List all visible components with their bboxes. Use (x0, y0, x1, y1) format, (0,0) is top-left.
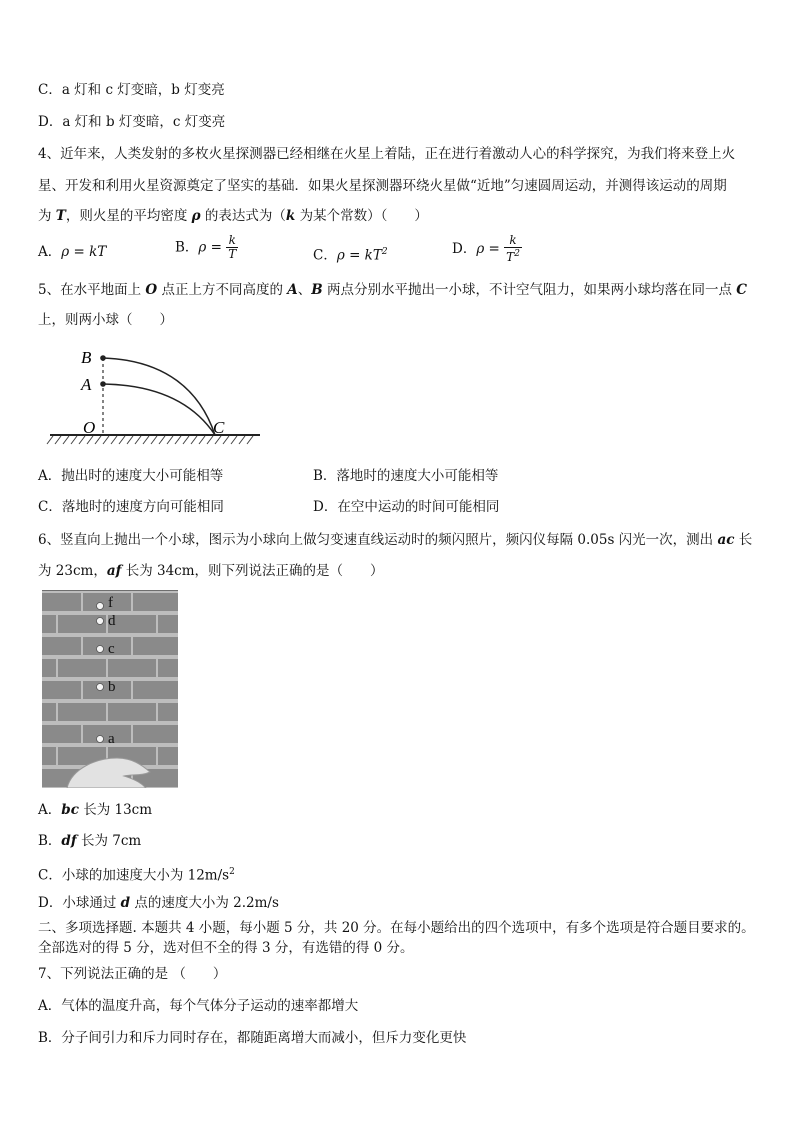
option-var: df (61, 833, 77, 849)
q6-option-c[interactable] (38, 862, 235, 886)
option-var: d (120, 895, 131, 911)
q5-var-O: O (145, 282, 158, 298)
q4-text: ，则火星的平均密度 (65, 208, 192, 224)
option-text: B． (38, 833, 62, 849)
ball-f (97, 603, 104, 610)
q5-text: 5、在水平地面上 (38, 282, 146, 298)
formula: ρ = (198, 239, 222, 256)
projectile-diagram (45, 340, 265, 452)
q6-var-ac: ac (717, 532, 735, 548)
option-text: 点的速度大小为 2.2m/s (130, 895, 279, 911)
q4-text: 为某个常数）（ ） (295, 208, 428, 224)
q4-var-k: k (285, 208, 296, 224)
q6-option-d[interactable] (38, 893, 279, 913)
ground-hatching (47, 436, 253, 444)
q6-text: 为 23cm， (38, 563, 107, 579)
q5-option-a[interactable]: A．抛出时的速度大小可能相等 (38, 468, 224, 484)
option-text: 长为 7cm (76, 833, 142, 849)
q5-option-c[interactable]: C．落地时的速度方向可能相同 (38, 499, 224, 515)
q5-var-C: C (736, 282, 747, 298)
q6-text: 长为 34cm，则下列说法正确的是（ ） (121, 563, 384, 579)
label-C: C (213, 418, 225, 437)
q5-var-A: A (287, 282, 298, 298)
q7-option-a[interactable]: A．气体的温度升高，每个气体分子运动的速率都增大 (38, 998, 359, 1014)
ball-c (97, 646, 104, 653)
point-A (100, 381, 106, 387)
option-text: A． (38, 802, 62, 818)
exponent: 2 (381, 247, 388, 257)
strobe-photo (42, 590, 178, 788)
q4-option-b[interactable] (175, 234, 238, 261)
option-label: A． (38, 244, 62, 260)
q6-option-a[interactable] (38, 800, 152, 820)
q6-var-af: af (106, 563, 122, 579)
formula: ρ = kT (61, 244, 107, 260)
q4-var-rho: ρ (191, 208, 201, 224)
q4-stem-line1: 4、近年来，人类发射的多枚火星探测器已经相继在火星上着陆，正在进行着激动人心的科学探究，为我们将来登上火 (38, 146, 736, 162)
section2-heading-line1: 二、多项选择题. 本题共 4 小题，每小题 5 分，共 20 分。在每小题给出的四个选项中，有多个选项是符合题目要求的。 (38, 920, 755, 936)
label-A: A (81, 375, 92, 394)
option-label: C． (313, 247, 337, 264)
q5-stem-line2: 上，则两小球（ ） (38, 312, 173, 328)
label-B: B (81, 348, 92, 367)
q6-stem-line1 (38, 530, 752, 550)
formula: ρ = (476, 241, 500, 257)
q4-stem-line2: 星、开发和利用火星资源奠定了坚实的基础．如果火星探测器环绕火星做“近地”匀速圆周运动，并测得该运动的周期 (38, 178, 727, 194)
q4-text: 的表达式为（ (200, 208, 286, 224)
label-O: O (83, 418, 96, 437)
numerator: k (226, 234, 238, 248)
point-B (100, 355, 106, 361)
q5-option-b[interactable]: B．落地时的速度大小可能相等 (313, 468, 499, 484)
prev-option-d: D．a 灯和 b 灯变暗，c 灯变亮 (38, 114, 226, 130)
q5-option-d[interactable]: D．在空中运动的时间可能相同 (313, 499, 500, 515)
q6-text: 长 (734, 532, 753, 548)
q5-stem-line1 (38, 280, 747, 300)
q5-text: 、 (297, 282, 312, 298)
fraction (226, 234, 238, 261)
fraction (504, 234, 522, 264)
option-text: D．小球通过 (38, 895, 121, 911)
option-text: C．小球的加速度大小为 12m/s (38, 867, 230, 884)
denominator (504, 248, 522, 264)
q5-text: 两点分别水平抛出一小球，不计空气阻力，如果两小球均落在同一点 (322, 282, 737, 298)
exponent: 2 (229, 867, 235, 877)
prev-option-c: C．a 灯和 c 灯变暗，b 灯变亮 (38, 82, 225, 98)
denominator-base: T (506, 250, 515, 264)
denominator: T (228, 247, 237, 261)
q4-stem-line3 (38, 206, 428, 226)
option-text: 长为 13cm (78, 802, 153, 818)
numerator: k (504, 234, 522, 248)
trajectory-from-A (103, 384, 215, 435)
trajectory-from-B (103, 358, 215, 435)
q5-text: 点正上方不同高度的 (157, 282, 288, 298)
ball-b (97, 684, 104, 691)
q7-option-b[interactable]: B．分子间引力和斥力同时存在，都随距离增大而减小，但斥力变化更快 (38, 1030, 467, 1046)
q5-var-B: B (311, 282, 323, 298)
q7-stem: 7、下列说法正确的是 （ ） (38, 966, 227, 982)
q4-text: 为 (38, 208, 56, 224)
exponent: 2 (514, 249, 520, 259)
q6-text: 6、竖直向上抛出一个小球，图示为小球向上做匀变速直线运动时的频闪照片，频闪仪每隔 0.05s 闪光一次，测出 (38, 532, 718, 548)
section2-heading-line2: 全部选对的得 5 分，选对但不全的得 3 分，有选错的得 0 分。 (38, 940, 414, 956)
label-a: a (108, 731, 115, 747)
q6-option-b[interactable] (38, 831, 141, 851)
q6-stem-line2 (38, 561, 384, 581)
q4-var-T: T (55, 208, 66, 224)
ball-d (97, 618, 104, 625)
option-var: bc (61, 802, 79, 818)
label-f: f (108, 595, 113, 611)
q4-option-a[interactable] (38, 242, 106, 262)
q4-option-c[interactable] (313, 242, 388, 266)
option-label: D． (452, 241, 477, 257)
label-c: c (108, 641, 115, 657)
label-b: b (108, 679, 116, 695)
ball-a (97, 736, 104, 743)
option-label: B． (175, 239, 199, 256)
q4-option-d[interactable] (452, 234, 522, 264)
label-d: d (108, 613, 116, 629)
formula: ρ = kT (336, 247, 382, 264)
